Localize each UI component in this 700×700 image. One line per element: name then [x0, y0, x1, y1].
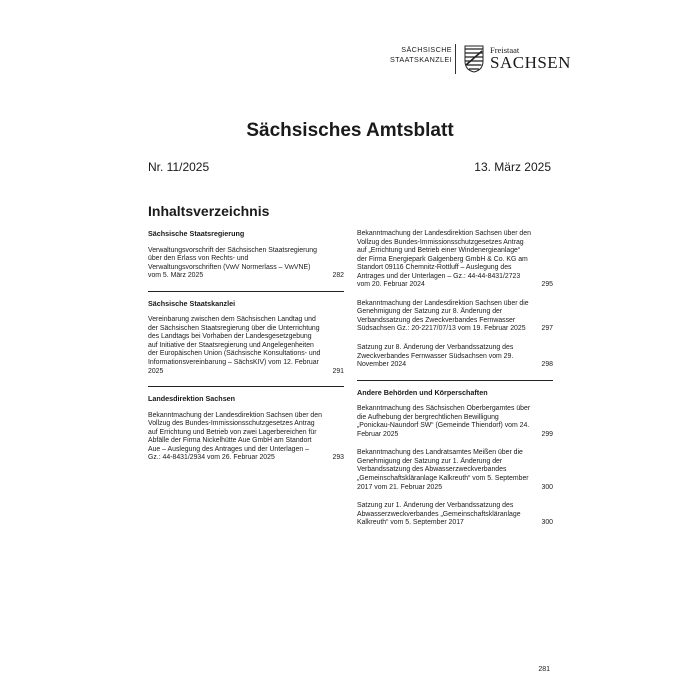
toc-section-title: Sächsische Staatsregierung	[148, 229, 245, 238]
saxony-crest-icon	[464, 45, 484, 73]
page-number: 281	[538, 666, 550, 673]
toc-entry[interactable]	[357, 502, 553, 528]
toc-entry-page: 295	[541, 281, 553, 289]
toc-entry-page: 300	[541, 483, 553, 491]
toc-entry[interactable]	[357, 344, 553, 370]
toc-entry[interactable]	[148, 412, 344, 463]
toc-entry[interactable]	[357, 405, 553, 439]
issue-date: 13. März 2025	[474, 160, 551, 174]
toc-entry[interactable]	[357, 300, 553, 334]
toc-section-title: Sächsische Staatskanzlei	[148, 298, 236, 308]
toc-entry[interactable]	[357, 230, 553, 290]
toc-entry[interactable]	[148, 247, 344, 281]
toc-section-title: Andere Behörden und Körperschaften	[357, 387, 488, 397]
toc-entry-text: Vereinbarung zwischen dem Sächsischen Landtag und der Sächsischen Staatsregierung über die Unterrichtung des Landtags bei Vorhaben der Landesgesetzgebung auf Initiative der Staatsregierung und Angelegenheiten der Europäischen Union (Sächsische Konsultations- und Informationsvereinbarung – SächsKIV) vom 12. Februar 2025	[148, 316, 321, 375]
toc-entry-page: 282	[332, 272, 344, 280]
toc-entry-text: Bekanntmachung der Landesdirektion Sachsen über den Vollzug des Bundes-Immissionsschutzgesetzes Antrag auf Errichtung und Betrieb von zwei Lagerbereichen für Abfälle der Firma Nickelhütte Aue GmbH am Standort Aue – Auslegung des Antrages und der Unterlagen – Gz.: 44-8431/2934 vom 26. Februar 2025	[148, 411, 322, 462]
staatskanzlei-wordmark	[390, 45, 452, 65]
toc-entry-text: Verwaltungsvorschrift der Sächsischen Staatsregierung über den Erlass von Rechts- und Verwaltungsvorschriften (VwV Normerlass – VwVNE) vom 5. März 2025	[148, 246, 317, 280]
toc-entry[interactable]	[357, 449, 553, 492]
toc-entry-text: Bekanntmachung des Landratsamtes Meißen über die Genehmigung der Satzung zur 1. Änderung der Verbandssatzung des Abwasserzweckverbandes „Gemeinschaftskläranlage Kalkreuth“ vom 5. September 2017 vom 21. Februar 2025	[357, 449, 529, 491]
toc-entry-text: Bekanntmachung des Sächsischen Oberbergamtes über die Aufhebung der bergrechtlichen Bewilligung „Ponickau-Naundorf SW“ (Gemeinde Thiendorf) vom 24. Februar 2025	[357, 405, 531, 438]
toc-left-column	[148, 230, 344, 473]
section-divider	[148, 386, 344, 387]
logo-line-2: STAATSKANZLEI	[389, 55, 452, 64]
logo-divider	[455, 44, 456, 74]
toc-entry-page: 298	[541, 361, 553, 369]
section-divider	[357, 380, 553, 381]
toc-entry[interactable]	[148, 316, 344, 376]
toc-heading: Inhaltsverzeichnis	[148, 203, 270, 219]
page-title: Sächsisches Amtsblatt	[246, 120, 454, 141]
toc-right-column	[357, 230, 553, 538]
logo-freistaat: Freistaat	[490, 45, 520, 55]
toc-entry-page: 300	[541, 519, 553, 527]
toc-entry-page: 297	[541, 325, 553, 333]
toc-entry-text: Satzung zur 8. Änderung der Verbandssatzung des Zweckverbandes Fernwasser Südsachsen vom 29. November 2024	[357, 344, 514, 369]
toc-entry-page: 299	[541, 430, 553, 438]
toc-entry-page: 291	[332, 367, 344, 375]
toc-section-title: Landesdirektion Sachsen	[148, 394, 236, 404]
header-logo	[384, 44, 571, 76]
section-divider	[148, 291, 344, 292]
toc-entry-text: Satzung zur 1. Änderung der Verbandssatzung des Abwasserzweckverbandes „Gemeinschaftskläranlage Kalkreuth“ vom 5. September 2017	[357, 502, 521, 527]
toc-entry-text: Bekanntmachung der Landesdirektion Sachsen über den Vollzug des Bundes-Immissionsschutzgesetzes Antrag auf „Errichtung und Betrieb einer Windenergieanlage“ der Firma Energiepark Galgenberg GmbH & Co. KG am Standort 09116 Chemnitz-Rottluff – Auslegung des Antrages und der Unterlagen – Gz.: 44-44-8431/2723 vom 20. Februar 2024	[357, 230, 531, 289]
toc-entry-page: 293	[332, 454, 344, 462]
issue-number: Nr. 11/2025	[148, 160, 210, 174]
toc-entry-text: Bekanntmachung der Landesdirektion Sachsen über die Genehmigung der Satzung zur 8. Änderung der Verbandssatzung des Zweckverbandes Fernwasser Südsachsen Gz.: 20-2217/07/13 vom 19. Februar 2025	[357, 299, 529, 333]
logo-sachsen: SACHSEN	[490, 53, 571, 72]
logo-line-1: SÄCHSISCHE	[401, 45, 452, 54]
